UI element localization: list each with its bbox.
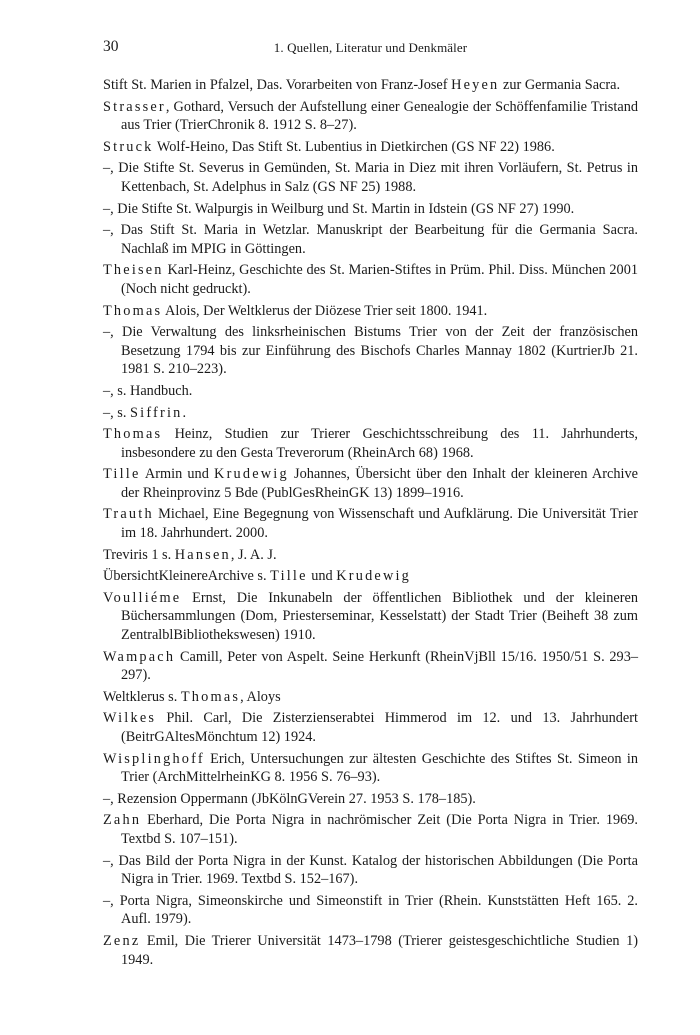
entry-text: Eberhard, Die Porta Nigra in nachrömischer Zeit (Die Porta Nigra in Trier. 1969. Textbd S. 107–151). (121, 812, 638, 847)
bibliography-entry (103, 76, 638, 95)
bibliography-entry (103, 852, 638, 889)
bibliography-entry (103, 323, 638, 379)
bibliography-entry (103, 98, 638, 135)
entry-text: ÜbersichtKleinereArchive s. (103, 568, 271, 585)
bibliography-entry (103, 892, 638, 929)
entry-text: Erich, Untersuchungen zur ältesten Geschichte des Stiftes St. Simeon in Trier (ArchMittelrheinKG 8. 1956 S. 76–93). (121, 750, 638, 786)
entry-text: Karl-Heinz, Geschichte des St. Marien-Stiftes in Prüm. Phil. Diss. München 2001 (Noch nicht gedruckt). (121, 262, 638, 297)
author-name: Strasser (103, 98, 166, 115)
entry-text: Heinz, Studien zur Trierer Geschichtsschreibung des 11. Jahrhunderts, insbesondere zu den Gesta Treverorum (RheinArch 68) 1968. (121, 426, 638, 461)
entry-text: –, Die Verwaltung des linksrheinischen Bistums Trier von der Zeit der französischen Besetzung 1794 bis zur Einführung des Bischofs Charles Mannay 1802 (KurtrierJb 21. 1981 S. 210–223). (103, 324, 638, 378)
bibliography-entry (103, 505, 638, 542)
entry-text: Weltklerus s. (103, 688, 181, 705)
entry-text: Michael, Eine Begegnung von Wissenschaft und Aufklärung. Die Universität Trier im 18. Jahrhundert. 2000. (121, 506, 638, 542)
bibliography-entry (103, 261, 638, 298)
entry-text: –, Das Bild der Porta Nigra in der Kunst. Katalog der historischen Abbildungen (Die Porta Nigra in Trier. 1969. Textbd S. 152–167). (103, 852, 638, 888)
bibliography-entry (103, 465, 638, 502)
entry-text: . (182, 404, 187, 421)
entry-text: –, Die Stifte St. Severus in Gemünden, St. Maria in Diez mit ihren Vorläufern, St. Petrus in Kettenbach, St. Adelphus in Salz (GS NF 25) 1988. (103, 160, 638, 195)
entry-text: –, Das Stift St. Maria in Wetzlar. Manuskript der Bearbeitung für die Germania Sacra. Nachlaß im MPIG in Göttingen. (103, 222, 638, 257)
entry-text: Stift St. Marien in Pfalzel, Das. Vorarbeiten von Franz-Josef (103, 77, 452, 93)
entry-text: , Gothard, Versuch der Aufstellung einer Genealogie der Schöffenfamilie Tristand aus Trier (TrierChronik 8. 1912 S. 8–27). (121, 98, 638, 134)
author-name: Theisen (103, 262, 164, 279)
entry-text: , Aloys (240, 688, 281, 705)
entry-text: –, Porta Nigra, Simeonskirche und Simeonstift in Trier (Rhein. Kunststätten Heft 165. 2. Aufl. 1979). (103, 892, 638, 928)
bibliography-entry (103, 221, 638, 258)
author-name: Heyen (451, 77, 500, 93)
author-name: Thomas (103, 302, 163, 319)
author-name: Trauth (103, 506, 154, 523)
author-name: Wilkes (103, 710, 157, 727)
bibliography-entry (103, 932, 638, 969)
entry-text: –, Die Stifte St. Walpurgis in Weilburg und St. Martin in Idstein (GS NF 27) 1990. (103, 200, 575, 217)
author-name: Thomas (103, 426, 163, 443)
bibliography-entry (103, 138, 638, 157)
entry-text: und (307, 568, 337, 585)
entry-text: Armin und (140, 466, 215, 483)
bibliography-entry (103, 589, 638, 645)
entry-text: zur Germania Sacra. (499, 77, 621, 93)
author-name: Krudewig (214, 466, 289, 483)
bibliography-entry (103, 425, 638, 462)
entry-text: Phil. Carl, Die Zisterzienserabtei Himmerod im 12. und 13. Jahrhundert (BeitrGAltesMönchtum 12) 1924. (121, 710, 638, 745)
bibliography-entry (103, 159, 638, 196)
entry-text: Treviris 1 s. (103, 546, 175, 563)
bibliography-entry (103, 811, 638, 848)
bibliography-entry (103, 648, 638, 685)
entry-text: –, s. (103, 404, 131, 421)
running-title: 1. Quellen, Literatur und Denkmäler (273, 40, 468, 55)
bibliography-entry (103, 790, 638, 809)
author-name: Voulliéme (103, 589, 182, 606)
bibliography-entry (103, 382, 638, 401)
author-name: Wisplinghoff (103, 750, 205, 767)
author-name: Krudewig (336, 568, 412, 585)
author-name: Tille (270, 568, 308, 585)
entry-text: Alois, Der Weltklerus der Diözese Trier seit 1800. 1941. (162, 302, 488, 319)
author-name: Siffrin (130, 404, 183, 421)
entry-text: Emil, Die Trierer Universität 1473–1798 (Trierer geistesgeschichtliche Studien 1) 1949. (121, 932, 638, 968)
bibliography-entry (103, 567, 638, 586)
author-name: Wampach (103, 648, 176, 665)
author-name: Tille (103, 466, 141, 483)
author-name: Zenz (103, 932, 141, 949)
bibliography-entry (103, 546, 638, 565)
entry-text: Ernst, Die Inkunabeln der öffentlichen Bibliothek und der kleineren Büchersammlungen (Dom, Priesterseminar, Kesselstatt) der Stadt Trier (Beiheft 38 zum ZentralblBibliothekswesen) 1910. (121, 589, 638, 644)
author-name: Zahn (103, 812, 142, 829)
page-header (103, 38, 638, 60)
bibliography-entry (103, 688, 638, 707)
bibliography-list (103, 76, 638, 972)
bibliography-entry (103, 200, 638, 219)
entry-text: –, s. Handbuch. (103, 382, 193, 399)
entry-text: Johannes, Übersicht über den Inhalt der kleineren Archive der Rheinprovinz 5 Bde (PublGesRheinGK 13) 1899–1916. (121, 466, 638, 501)
bibliography-entry (103, 709, 638, 746)
author-name: Hansen (174, 546, 231, 563)
entry-text: Wolf-Heino, Das Stift St. Lubentius in Dietkirchen (GS NF 22) 1986. (153, 138, 555, 155)
entry-text: , J. A. J. (230, 546, 277, 563)
entry-text: –, Rezension Oppermann (JbKölnGVerein 27. 1953 S. 178–185). (103, 790, 476, 807)
page-number: 30 (103, 38, 119, 55)
author-name: Thomas (180, 688, 241, 705)
author-name: Struck (103, 138, 154, 155)
bibliography-entry (103, 404, 638, 423)
bibliography-entry (103, 750, 638, 787)
bibliography-entry (103, 302, 638, 321)
entry-text: Camill, Peter von Aspelt. Seine Herkunft (RheinVjBll 15/16. 1950/51 S. 293–297). (121, 648, 638, 684)
